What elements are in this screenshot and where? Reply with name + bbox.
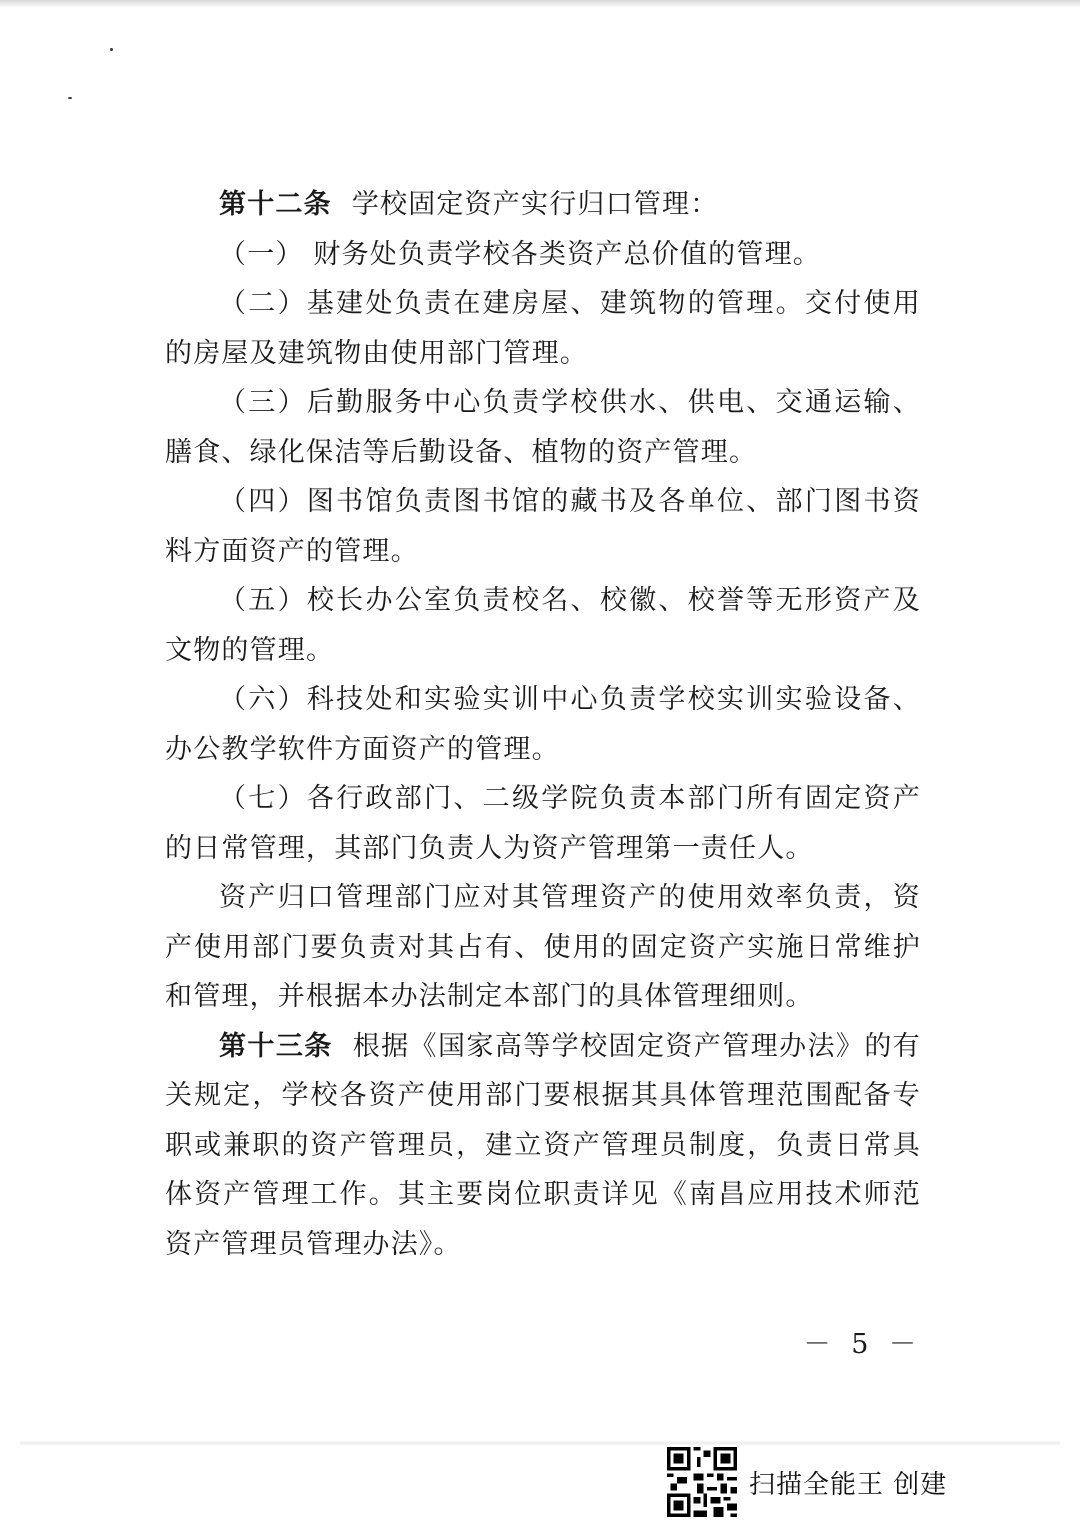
clause-2: （二）基建处负责在建房屋、建筑物的管理。交付使用的房屋及建筑物由使用部门管理。 bbox=[165, 288, 921, 369]
clause-7: （七）各行政部门、二级学院负责本部门所有固定资产的日常管理，其部门负责人为资产管理第一责任人。 bbox=[165, 783, 921, 864]
scanner-watermark bbox=[667, 1447, 947, 1517]
clause-1: （一） 财务处负责学校各类资产总价值的管理。 bbox=[219, 238, 821, 270]
clause-3: （三）后勤服务中心负责学校供水、供电、交通运输、膳食、绿化保洁等后勤设备、植物的资产管理。 bbox=[165, 387, 921, 468]
scan-bottom-shadow bbox=[20, 1440, 1060, 1446]
article-label: 第十二条 bbox=[219, 189, 332, 220]
paragraph-text: 学校固定资产实行归口管理： bbox=[351, 189, 719, 220]
scan-speck bbox=[68, 97, 72, 99]
paragraph-text: 根据《国家高等学校固定资产管理办法》的有关规定，学校各资产使用部门要根据其具体管理范围配备专职或兼职的资产管理员，建立资产管理员制度，负责日常具体资产管理工作。其主要岗位职责详见《南昌应用技术师范资产管理员管理办法》。 bbox=[165, 1030, 921, 1260]
watermark-text: 扫描全能王 创建 bbox=[749, 1469, 948, 1500]
clause-4: （四）图书馆负责图书馆的藏书及各单位、部门图书资料方面资产的管理。 bbox=[165, 486, 921, 567]
article-label: 第十三条 bbox=[219, 1030, 333, 1062]
qr-code-icon bbox=[667, 1447, 737, 1517]
clause-5: （五）校长办公室负责校名、校徽、校誉等无形资产及文物的管理。 bbox=[165, 585, 921, 666]
responsibility-paragraph: 资产归口管理部门应对其管理资产的使用效率负责，资产使用部门要负责对其占有、使用的固定资产实施日常维护和管理，并根据本办法制定本部门的具体管理细则。 bbox=[165, 882, 921, 1012]
scan-speck bbox=[110, 48, 113, 51]
scan-edge-shadow bbox=[0, 0, 1080, 8]
article-13 bbox=[165, 1022, 921, 1270]
document-body bbox=[165, 180, 921, 1269]
article-12-heading bbox=[165, 180, 921, 230]
page-number: － 5 － bbox=[803, 1329, 922, 1360]
clause-6: （六）科技处和实验实训中心负责学校实训实验设备、办公教学软件方面资产的管理。 bbox=[165, 684, 921, 765]
